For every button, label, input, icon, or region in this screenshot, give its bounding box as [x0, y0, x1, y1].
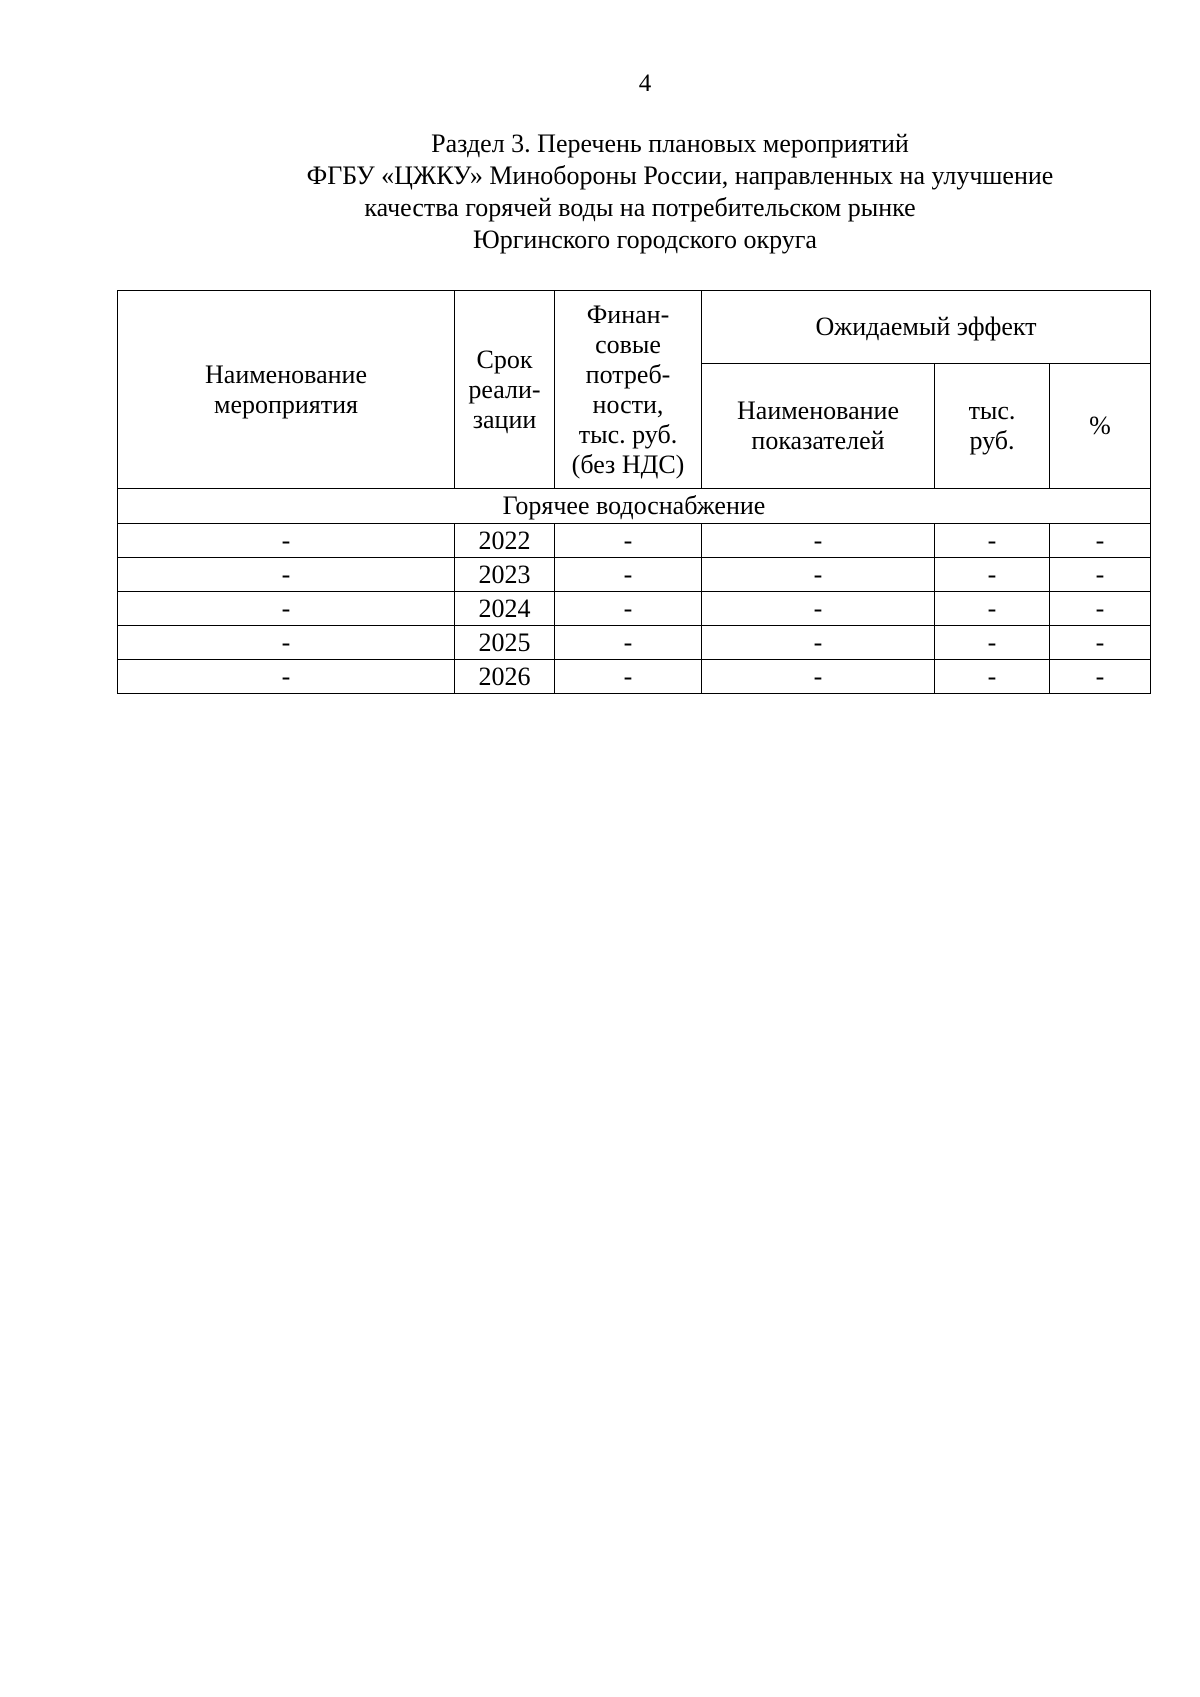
cell-rub: - — [935, 558, 1050, 592]
title-line-1: Раздел 3. Перечень плановых мероприятий — [431, 129, 909, 158]
table-row — [118, 558, 1151, 592]
cell-year: 2023 — [455, 558, 555, 592]
cell-percent: - — [1050, 524, 1151, 558]
cell-year: 2026 — [455, 660, 555, 694]
cell-percent: - — [1050, 558, 1151, 592]
cell-finance: - — [555, 524, 702, 558]
cell-rub: - — [935, 524, 1050, 558]
header-finance: Финан- совые потреб- ности, тыс. руб. (без НДС) — [555, 291, 702, 489]
cell-percent: - — [1050, 660, 1151, 694]
table-row — [118, 592, 1151, 626]
title-line-4: Юргинского городского округа — [473, 225, 817, 254]
header-percent: % — [1050, 364, 1151, 489]
cell-name: - — [118, 524, 455, 558]
cell-year: 2022 — [455, 524, 555, 558]
header-thousand-rub: тыс. руб. — [935, 364, 1050, 489]
cell-finance: - — [555, 626, 702, 660]
cell-indicator: - — [702, 524, 935, 558]
cell-finance: - — [555, 660, 702, 694]
cell-name: - — [118, 660, 455, 694]
cell-name: - — [118, 558, 455, 592]
cell-name: - — [118, 626, 455, 660]
cell-indicator: - — [702, 626, 935, 660]
header-effect: Ожидаемый эффект — [702, 291, 1151, 364]
page-number: 4 — [638, 70, 652, 97]
cell-percent: - — [1050, 626, 1151, 660]
header-indicators: Наименование показателей — [702, 364, 935, 489]
table-row — [118, 660, 1151, 694]
table-row — [118, 626, 1151, 660]
cell-indicator: - — [702, 558, 935, 592]
cell-finance: - — [555, 592, 702, 626]
cell-name: - — [118, 592, 455, 626]
cell-finance: - — [555, 558, 702, 592]
cell-rub: - — [935, 660, 1050, 694]
header-term: Срок реали- зации — [455, 291, 555, 489]
cell-percent: - — [1050, 592, 1151, 626]
cell-year: 2025 — [455, 626, 555, 660]
cell-rub: - — [935, 592, 1050, 626]
title-line-3: качества горячей воды на потребительском рынке — [364, 193, 916, 222]
header-name: Наименование мероприятия — [118, 291, 455, 489]
section-heading: Горячее водоснабжение — [118, 489, 1151, 524]
cell-rub: - — [935, 626, 1050, 660]
cell-indicator: - — [702, 660, 935, 694]
plan-table — [117, 290, 1151, 694]
cell-indicator: - — [702, 592, 935, 626]
cell-year: 2024 — [455, 592, 555, 626]
table-row — [118, 524, 1151, 558]
title-line-2: ФГБУ «ЦЖКУ» Минобороны России, направленных на улучшение — [306, 161, 1054, 190]
